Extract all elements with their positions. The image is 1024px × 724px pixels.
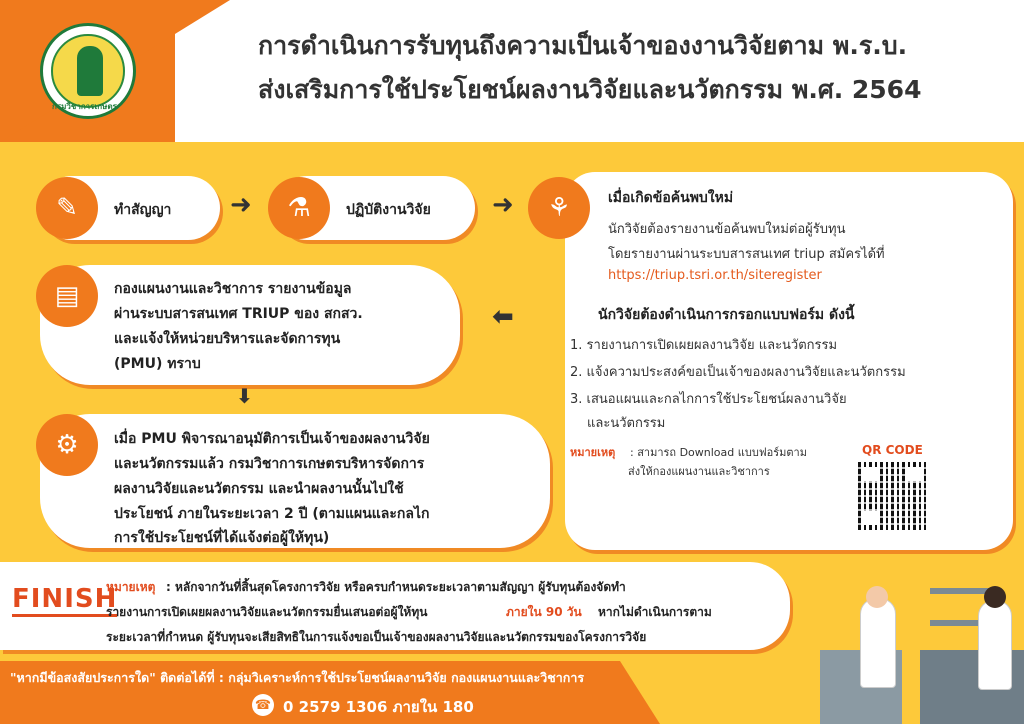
logo-figure — [77, 46, 103, 96]
pmu-line-4: ประโยชน์ ภายในระยะเวลา 2 ปี (ตามแผนและกลไก — [114, 506, 430, 522]
scientist-head — [984, 586, 1006, 608]
note-line-1: : สามารถ Download แบบฟอร์มตาม — [630, 446, 807, 459]
form-item-3-cont: และนวัตกรรม — [587, 416, 666, 431]
discovery-text-1: นักวิจัยต้องรายงานข้อค้นพบใหม่ต่อผู้รับทุน — [608, 222, 846, 237]
discovery-text-2: โดยรายงานผ่านระบบสารสนเทศ triup สมัครได้ที่ — [608, 247, 885, 262]
form-item-3: 3. เสนอแผนและกลไกการใช้ประโยชน์ผลงานวิจัย — [570, 392, 847, 407]
title-line-2: ส่งเสริมการใช้ประโยชน์ผลงานวิจัยและนวัตกรรม พ.ศ. 2564 — [258, 75, 922, 104]
phone-icon: ☎ — [252, 694, 274, 716]
document-icon: ▤ — [36, 265, 98, 327]
report-line-1: กองแผนงานและวิชาการ รายงานข้อมูล — [114, 281, 352, 297]
finish-line-3: ระยะเวลาที่กำหนด ผู้รับทุนจะเสียสิทธิในการแจ้งขอเป็นเจ้าของผลงานวิจัยและนวัตกรรมของโครงการวิจัย — [106, 630, 647, 644]
lab-shelf-top — [930, 588, 990, 594]
qr-code-label: QR CODE — [862, 443, 923, 457]
report-line-3: และแจ้งให้หน่วยบริหารและจัดการทุน — [114, 331, 341, 347]
step-research-label: ปฏิบัติงานวิจัย — [346, 202, 431, 218]
phone-number[interactable]: 0 2579 1306 ภายใน 180 — [283, 698, 474, 716]
pmu-line-3: ผลงานวิจัยและนวัตกรรม และนำผลงานนั้นไปใช้ — [114, 481, 404, 497]
step-sign-contract-label: ทำสัญญา — [114, 202, 172, 218]
qr-code-image[interactable] — [858, 462, 926, 530]
scientist-head — [866, 586, 888, 608]
finish-deadline: ภายใน 90 วัน — [506, 605, 582, 619]
scientist-female — [978, 600, 1012, 690]
form-item-2: 2. แจ้งความประสงค์ขอเป็นเจ้าของผลงานวิจัยและนวัตกรรม — [570, 365, 906, 380]
lab-illustration — [800, 580, 1024, 724]
arrow-left-icon: ⬅ — [492, 302, 514, 332]
pmu-line-2: และนวัตกรรมแล้ว กรมวิชาการเกษตรบริหารจัดการ — [114, 456, 425, 472]
report-line-4: (PMU) ทราบ — [114, 356, 201, 372]
form-item-1: 1. รายงานการเปิดเผยผลงานวิจัย และนวัตกรรม — [570, 338, 838, 353]
arrow-down-icon: ⬇ — [236, 384, 253, 408]
lab-flask-icon: ⚗ — [268, 177, 330, 239]
logo-emblem — [51, 34, 125, 108]
scientist-male — [860, 598, 896, 688]
report-line-2: ผ่านระบบสารสนเทศ TRIUP ของ สกสว. — [114, 306, 363, 322]
arrow-right-icon: ➜ — [492, 190, 514, 220]
finish-line-1: : หลักจากวันที่สิ้นสุดโครงการวิจัย หรือครบกำหนดระยะเวลาตามสัญญา ผู้รับทุนต้องจัดทำ — [166, 580, 626, 594]
hands-gear-icon: ⚙ — [36, 414, 98, 476]
triup-register-link[interactable]: https://triup.tsri.or.th/siteregister — [608, 268, 822, 283]
finish-logo: FINISH — [12, 584, 117, 617]
note-label: หมายเหตุ — [570, 446, 616, 459]
finish-line-2b: หากไม่ดำเนินการตาม — [598, 605, 712, 619]
pmu-line-1: เมื่อ PMU พิจารณาอนุมัติการเป็นเจ้าของผลงานวิจัย — [114, 431, 430, 447]
forms-title: นักวิจัยต้องดำเนินการกรอกแบบฟอร์ม ดังนี้ — [598, 307, 855, 323]
pmu-line-5: การใช้ประโยชน์ที่ได้แจ้งต่อผู้ให้ทุน) — [114, 530, 330, 546]
contract-icon: ✎ — [36, 177, 98, 239]
finish-line-2a: รายงานการเปิดเผยผลงานวิจัยและนวัตกรรมยื่นเสนอต่อผู้ให้ทุน — [106, 605, 428, 619]
discovery-title: เมื่อเกิดข้อค้นพบใหม่ — [608, 190, 734, 206]
plants-icon: ⚘ — [528, 177, 590, 239]
title-line-1: การดำเนินการรับทุนถึงความเป็นเจ้าของงานวิจัยตาม พ.ร.บ. — [258, 31, 908, 60]
arrow-right-icon: ➜ — [230, 190, 252, 220]
logo-text: กรมวิชาการเกษตร — [52, 102, 117, 111]
contact-text: "หากมีข้อสงสัยประการใด" ติดต่อได้ที่ : กลุ่มวิเคราะห์การใช้ประโยชน์ผลงานวิจัย กองแผนงานและวิชาการ — [10, 670, 585, 685]
note-line-2: ส่งให้กองแผนงานและวิชาการ — [628, 465, 770, 478]
finish-note-label: หมายเหตุ — [106, 580, 156, 594]
